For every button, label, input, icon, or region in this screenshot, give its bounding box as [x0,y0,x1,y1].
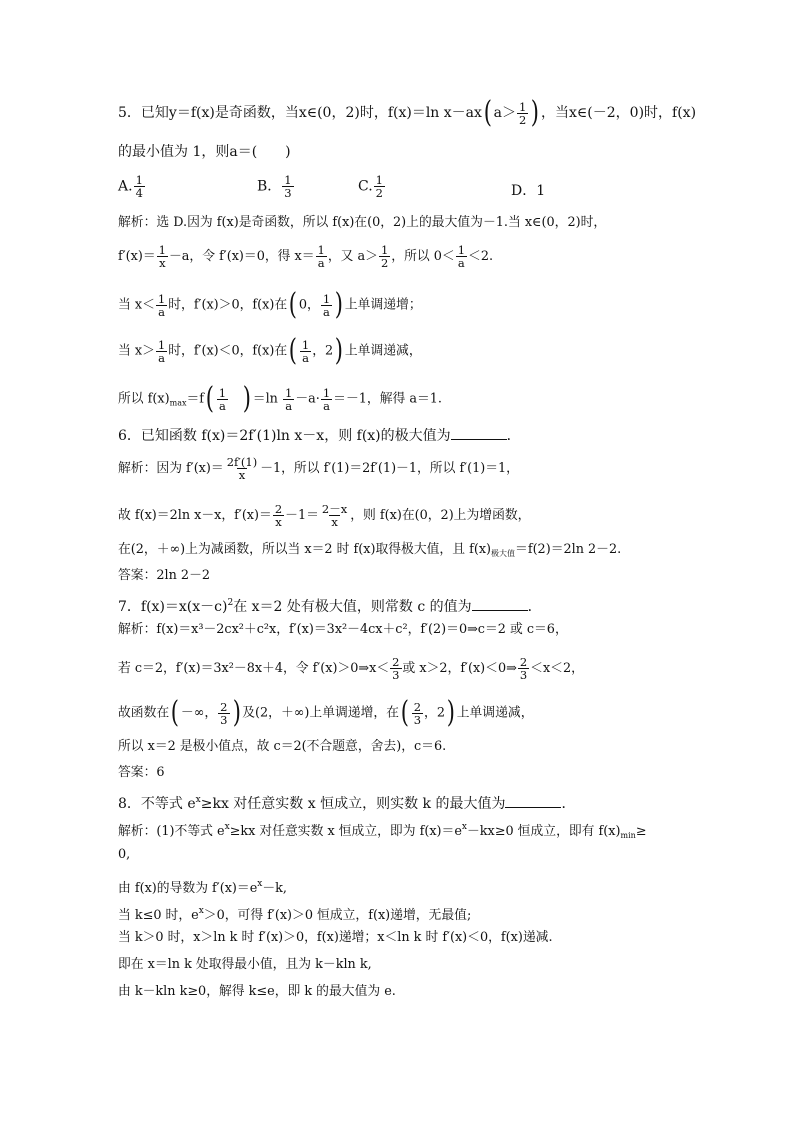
sol-text: －kx≥0 恒成立，即有 f(x) [466,824,621,839]
q5-stem-line2: 的最小值为 1，则a＝( ) [118,144,291,160]
q6-solution-line1 [118,456,519,481]
frac-den: 3 [220,712,228,727]
frac-num: 2－x [321,502,348,516]
superscript: x [195,795,201,805]
q5-stem-cond: a＞ [493,105,516,121]
superscript: x [224,822,230,832]
fraction-1-over-x [157,244,168,269]
fraction-1-over-a [156,293,167,318]
frac-num: 2 [392,655,400,669]
q7-solution-line4: 所以 x＝2 是极小值点，故 c＝2(不合题意，舍去)，c＝6. [118,739,447,754]
sol-text: －a· [295,391,320,407]
sol-text: 在(2，＋∞)上为减函数，所以当 x＝2 时 f(x)取得极大值，且 f(x) [118,542,492,557]
sol-text: 所以 f(x) [118,391,170,407]
sol-text: 上单调递增； [344,297,422,313]
frac-den: a [317,256,325,270]
q5-solution-line4 [118,333,422,368]
choice-label: C. [358,178,373,195]
q5-stem [118,95,697,130]
sol-text: 解析：因为 f′(x)＝ [118,461,224,476]
q6-stem-end: ． [506,428,521,444]
frac-num: 1 [158,243,166,257]
paren-right: ) [334,287,344,322]
q7-solution-line1: 解析：f(x)＝x³－2cx²＋c²x，f′(x)＝3x²－4cx＋c²，f′(2)＝0⇒c＝2 或 c＝6， [118,622,568,637]
sol-text: ＜x＜2， [530,661,584,676]
frac-den: 3 [392,668,400,682]
q7-stem-end: ． [527,599,542,615]
sol-text: －1＝ [285,508,319,523]
frac-num: 2 [220,699,228,714]
frac-den: x [331,515,338,529]
superscript: 2 [227,598,234,608]
frac-num: 1 [518,99,527,114]
q8-solution-line5: 当 k＞0 时，x＞ln k 时 f′(x)＞0，f(x)递增；x＜ln k 时 f′(x)＜0，f(x)递减. [118,930,553,945]
sol-text: 上单调递减， [344,343,422,359]
q7-stem-text: 7．f(x)＝x(x－c) [118,599,228,615]
frac-den: 3 [519,668,528,682]
q7-answer: 答案：6 [118,765,165,780]
frac-num: 1 [284,173,292,187]
sol-text: 当 x＞ [118,343,155,359]
q5-solution-line3 [118,287,422,322]
q5-solution-line1: 解析：选 D.因为 f(x)是奇函数，所以 f(x)在(0，2)上的最大值为－1.当 x∈(0，2)时， [118,215,607,230]
q8-solution-line4 [118,902,471,925]
paren-left: ( [205,381,214,416]
frac-num: 1 [375,173,383,187]
frac-den: x [275,515,282,529]
sol-text: －k, [262,881,287,896]
q7-stem [118,594,542,616]
q6-stem [118,425,521,445]
fraction-1-over-a [156,339,167,364]
sol-text: 由 f(x)的导数为 f′(x)＝e [118,881,258,896]
sol-text: －a，令 f′(x)＝0，得 x＝ [168,249,315,264]
frac-den: a [285,398,293,413]
frac-den: 2 [518,112,527,127]
q8-solution-line2: 0, [118,847,131,862]
frac-den: a [457,256,465,270]
fraction-2f1-over-x [225,456,259,481]
choice-b-fraction [282,174,293,199]
paren-left: ( [288,287,298,322]
frac-num: 1 [380,243,389,257]
frac-num: 2f′(1) [226,455,258,469]
q8-solution-line6: 即在 x＝ln k 处取得最小值，且为 k－kln k, [118,957,372,972]
q8-solution-line3 [118,875,287,898]
q8-solution-line7: 由 k－kln k≥0，解得 k≤e，即 k 的最大值为 e. [118,984,396,999]
q7-solution-line2 [118,656,584,681]
fraction-2-over-3 [412,701,423,726]
q5-choice-d: D．1 [511,183,546,199]
frac-den: a [158,304,165,319]
choice-a-fraction [134,174,145,199]
frac-den: x [159,256,166,270]
q5-solution-line5 [118,381,442,416]
subscript-max: max [169,398,187,408]
sol-text: 若 c＝2，f′(x)＝3x²－8x＋4，令 f′(x)＞0⇒x＜ [118,661,390,676]
frac-num: 2 [413,699,422,714]
sol-text: －1，所以 f′(1)＝2f′(1)－1，所以 f′(1)＝1， [260,461,519,476]
paren-right: ) [531,95,540,130]
superscript: x [257,879,263,889]
q5-stem-text: 5．已知y＝f(x)是奇函数，当x∈(0，2)时，f(x)＝ln x－ax [118,105,482,121]
paren-right: ) [334,333,344,368]
fraction-1-over-2 [379,244,390,269]
sol-text: ＝－1，解得 a＝1. [333,391,442,407]
q6-answer: 答案：2ln 2－2 [118,568,211,583]
q5-choice-a [118,174,146,199]
frac-den: 3 [413,712,422,727]
frac-num: 1 [317,243,325,257]
choice-label: B． [257,178,282,195]
q5-choice-b [257,174,295,199]
q5-choice-c [358,174,386,199]
sol-text: ，则 f(x)在(0，2)上为增函数， [350,508,531,523]
paren-right: ) [232,695,241,730]
frac-den: a [323,398,330,413]
sol-text: ＝f(2)＝2ln 2－2. [515,542,622,557]
subscript-min: min [620,831,636,840]
frac-den: a [218,398,226,413]
sol-text: 或 x＞2，f′(x)＜0⇒ [402,661,517,676]
superscript: x [461,822,467,832]
choice-label: A. [118,178,133,195]
sol-text: 0， [298,297,320,313]
fraction-1-over-a [300,339,311,364]
paren-left: ( [288,333,298,368]
fraction-1-over-a [321,293,332,318]
sol-text: ，又 a＞ [327,249,378,264]
sol-text: 及(2，＋∞)上单调递增，在 [242,705,399,721]
sol-text: 故函数在 [118,705,170,721]
sol-text: 时，f′(x)＞0，f(x)在 [168,297,288,313]
frac-num: 1 [457,243,466,257]
frac-num: 2 [274,502,283,516]
frac-den: 2 [375,186,383,200]
fraction-2-over-3 [390,656,401,681]
q7-stem-text2: 在 x＝2 处有极大值，则常数 c 的值为 [233,599,472,615]
frac-num: 1 [301,337,310,352]
q8-stem-end: ． [561,796,576,812]
q8-stem-text: 8．不等式 e [118,796,196,812]
fraction-1-over-a [456,244,467,269]
sol-text: 解析：(1)不等式 e [118,824,225,839]
sol-text: ≥ [635,824,647,839]
paren-right: ) [446,695,455,730]
fraction-half [517,101,528,126]
sol-text: f′(x)＝ [118,249,156,264]
sol-text: 当 k≤0 时，e [118,908,199,923]
paren-left: ( [170,695,180,730]
frac-num: 1 [157,337,166,352]
frac-den: x [238,468,246,482]
answer-blank [451,425,507,440]
frac-den: a [323,304,330,319]
fraction-1-over-a [217,387,228,412]
fraction-2-over-3 [518,656,529,681]
q5-solution-line2 [118,244,493,269]
answer-blank [472,596,528,611]
superscript: x [198,906,204,916]
sol-text: 时，f′(x)＜0，f(x)在 [168,343,288,359]
paren-left: ( [400,695,409,730]
sol-text: ＜2. [468,249,494,264]
sol-text: －∞， [180,705,218,721]
fraction-2mx-over-x [320,503,349,528]
frac-num: 2 [519,655,528,669]
sol-text: 上单调递减， [456,705,534,721]
frac-num: 1 [285,385,293,400]
q8-stem-text2: ≥kx 对任意实数 x 恒成立，则实数 k 的最大值为 [200,796,506,812]
frac-den: 2 [380,256,389,270]
fraction-2-over-3 [218,701,229,726]
q7-solution-line3 [118,695,534,730]
frac-num: 1 [135,173,143,187]
paren-left: ( [483,95,492,130]
frac-den: 3 [284,186,292,200]
q6-solution-line3 [118,541,621,563]
q6-solution-line2 [118,503,530,528]
paren-right: ) [242,381,252,416]
fraction-2-over-x [273,503,284,528]
q8-solution-line1 [118,818,647,845]
frac-num: 1 [157,291,166,306]
sol-text: ＝ln [252,391,282,407]
subscript-maxvalue: 极大值 [491,549,516,558]
frac-den: 4 [135,186,143,200]
q8-stem [118,791,575,813]
fraction-1-over-a [283,387,294,412]
answer-blank [505,793,561,808]
sol-text: ，所以 0＜ [391,249,455,264]
sol-text: 故 f(x)＝2ln x－x，f′(x)＝ [118,508,272,523]
sol-text: ≥kx 对任意实数 x 恒成立，即为 f(x)＝e [229,824,462,839]
sol-text: ＞0，可得 f′(x)＞0 恒成立，f(x)递增，无最值; [203,908,472,923]
fraction-1-over-a [321,387,332,412]
fraction-1-over-a [316,244,327,269]
q5-stem-text2: ，当x∈(－2，0)时，f(x) [541,105,697,121]
sol-text: ，2 [312,343,334,359]
sol-text: ＝f [186,391,205,407]
choice-c-fraction [374,174,385,199]
frac-den: a [158,350,165,365]
q6-stem-text: 6．已知函数 f(x)＝2f′(1)ln x－x，则 f(x)的极大值为 [118,428,451,444]
frac-num: 1 [322,291,331,306]
frac-den: a [302,350,309,365]
sol-text: ，2 [424,705,445,721]
frac-num: 1 [218,385,227,400]
frac-num: 1 [322,385,331,400]
sol-text: 当 x＜ [118,297,155,313]
